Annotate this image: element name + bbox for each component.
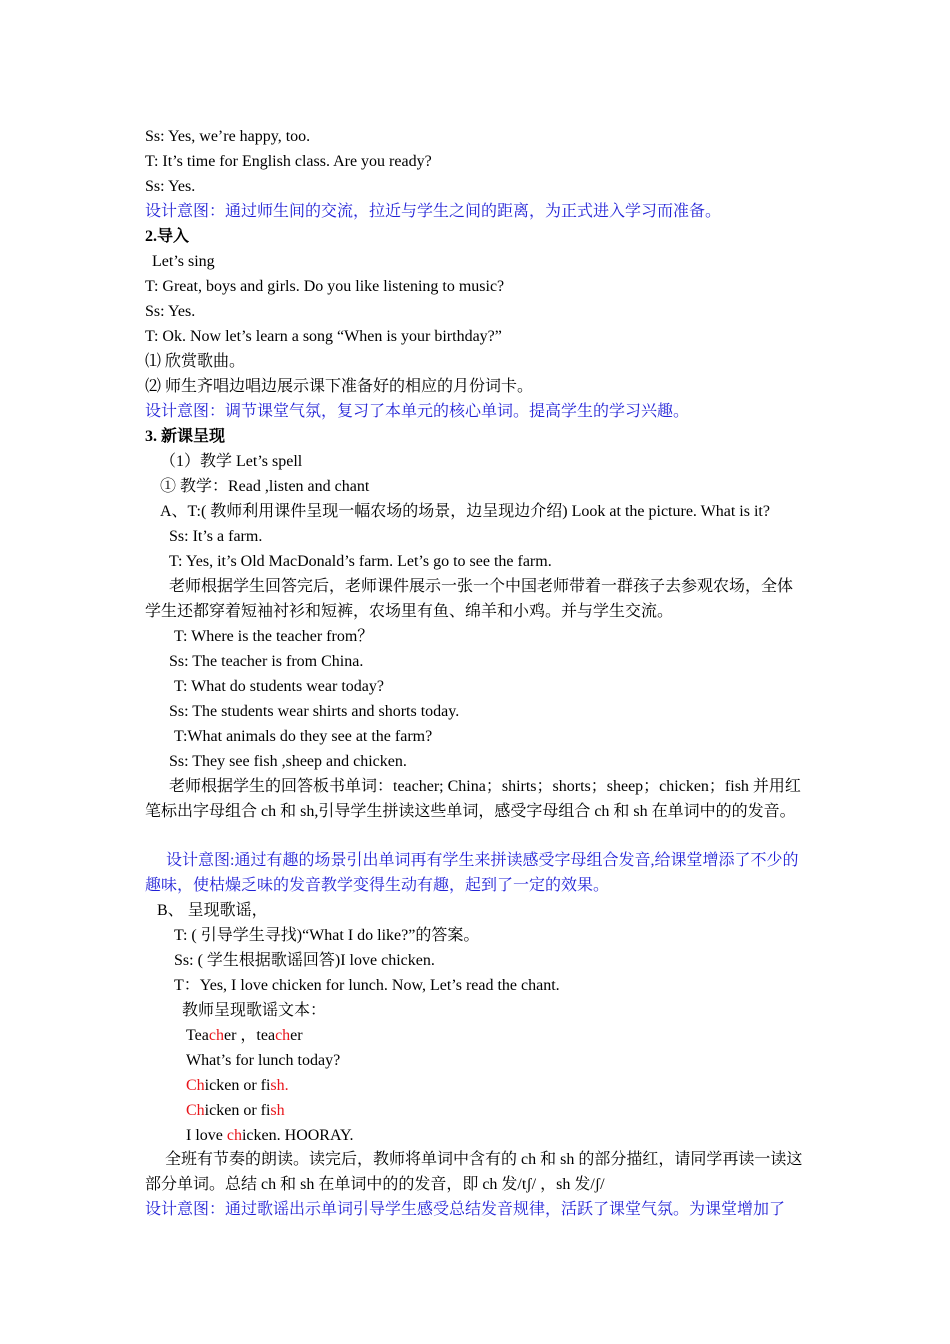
dialogue-line: T：Yes, I love chicken for lunch. Now, Let’s read the chant. [174, 977, 560, 994]
dialogue-line: T: ( 引导学生寻找)“What I do like?”的答案。 [174, 927, 480, 944]
chant-line: Teacher ，teacher [186, 1027, 303, 1044]
narrative-paragraph: 老师根据学生的回答板书单词：teacher; China；shirts；shorts；sheep；chicken；fish 并用红笔标出字母组合 ch 和 sh,引导学生拼读这些单词，感受字母组合 ch 和 sh 在单词中的的发音。 [145, 778, 801, 820]
dialogue-line: Ss: Yes. [145, 303, 196, 320]
activity-title: Let’s sing [152, 253, 215, 270]
dialogue-line: T: Great, boys and girls. Do you like listening to music? [145, 278, 505, 295]
dialogue-line: T: It’s time for English class. Are you ready? [145, 153, 432, 170]
dialogue-line: Ss: The teacher is from China. [169, 653, 364, 670]
dialogue-line: Ss: ( 学生根据歌谣回答)I love chicken. [174, 952, 435, 969]
dialogue-line: T: Yes, it’s Old MacDonald’s farm. Let’s go to see the farm. [169, 553, 552, 570]
section-heading: 3. 新课呈现 [145, 428, 226, 445]
design-intent-note: 设计意图：调节课堂气氛，复习了本单元的核心单词。提高学生的学习兴趣。 [145, 403, 690, 420]
dialogue-line: T: What do students wear today? [174, 678, 384, 695]
section-heading: 2.导入 [145, 228, 190, 245]
dialogue-line: A、T:( 教师利用课件呈现一幅农场的场景，边呈现边介绍) Look at the picture. What is it? [160, 503, 770, 520]
dialogue-line: Ss: They see fish ,sheep and chicken. [169, 753, 407, 770]
dialogue-line: T:What animals do they see at the farm? [174, 728, 433, 745]
chant-line: What’s for lunch today? [186, 1052, 341, 1069]
narrative-paragraph: 老师根据学生回答完后，老师课件展示一张一个中国老师带着一群孩子去参观农场，全体学生还都穿着短袖衬衫和短裤，农场里有鱼、绵羊和小鸡。并与学生交流。 [145, 578, 794, 620]
design-intent-note: 设计意图：通过师生间的交流，拉近与学生之间的距离，为正式进入学习而准备。 [145, 203, 722, 220]
dialogue-line: T: Ok. Now let’s learn a song “When is your birthday?” [145, 328, 502, 345]
design-intent-note: 设计意图：通过歌谣出示单词引导学生感受总结发音规律，活跃了课堂气氛。为课堂增加了 [145, 1201, 786, 1218]
chant-intro: 教师呈现歌谣文本： [182, 1002, 327, 1019]
dialogue-line: Ss: It’s a farm. [169, 528, 263, 545]
subsection-title: （1）教学 Let’s spell [160, 453, 303, 470]
step-item: ⑴ 欣赏歌曲。 [145, 353, 246, 370]
subsection-title: B、 呈现歌谣， [157, 902, 268, 919]
design-intent-note: 设计意图:通过有趣的场景引出单词再有学生来拼读感受字母组合发音,给课堂增添了不少的趣味，使枯燥乏味的发音教学变得生动有趣，起到了一定的效果。 [145, 852, 799, 894]
chant-line: I love chicken. HOORAY. [186, 1127, 354, 1144]
chant-line: Chicken or fish [186, 1102, 285, 1119]
dialogue-line: Ss: Yes. [145, 178, 196, 195]
subsection-title: ① 教学：Read ,listen and chant [160, 478, 370, 495]
dialogue-line: Ss: Yes, we’re happy, too. [145, 128, 311, 145]
chant-line: Chicken or fish. [186, 1077, 289, 1094]
step-item: ⑵ 师生齐唱边唱边展示课下准备好的相应的月份词卡。 [145, 378, 534, 395]
narrative-paragraph: 全班有节奏的朗读。读完后，教师将单词中含有的 ch 和 sh 的部分描红，请同学再读一读这部分单词。总结 ch 和 sh 在单词中的的发音，即 ch 发/tʃ/ ，sh 发/ʃ/ [145, 1151, 803, 1193]
dialogue-line: Ss: The students wear shirts and shorts today. [169, 703, 460, 720]
dialogue-line: T: Where is the teacher from？ [174, 628, 374, 645]
